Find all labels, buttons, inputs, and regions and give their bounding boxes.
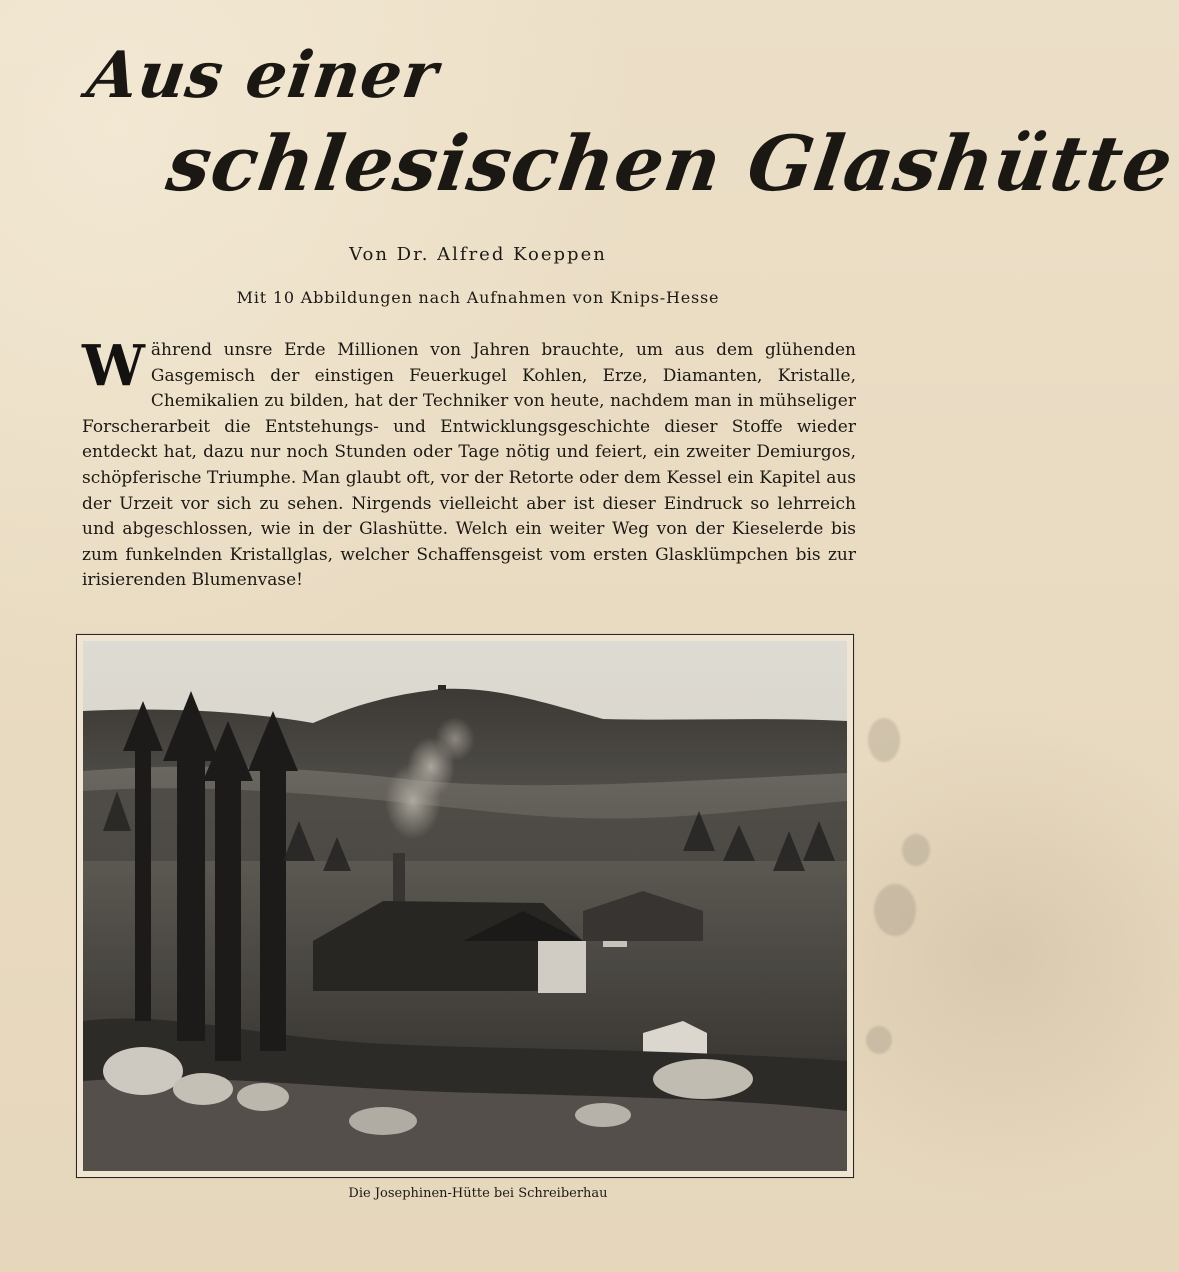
landscape-photo-illustration	[83, 641, 847, 1171]
photo-caption: Die Josephinen-Hütte bei Schreiberhau	[348, 1186, 608, 1201]
article-title-line-2: schlesischen Glashütte	[161, 119, 1179, 208]
photo-credit: Mit 10 Abbildungen nach Aufnahmen von Knips-Hesse	[236, 288, 720, 307]
article-title-line-1: Aus einer	[82, 38, 443, 113]
article-body	[82, 333, 856, 594]
drop-cap: W	[82, 333, 145, 399]
paper-stain	[868, 718, 900, 762]
photo-frame	[76, 634, 854, 1178]
article-body-text: ährend unsre Erde Millionen von Jahren brauchte, um aus dem glühenden Gasgemisch der einstigen Feuerkugel Kohlen, Erze, Diamanten, Kristalle, Chemikalien zu bilden, hat der Techniker von heute, nachdem man in mühseliger Forscherarbeit die Entstehungs- und Entwicklungsgeschichte dieser Stoffe wieder entdeckt hat, dazu nur noch Stunden oder Tage nötig und feiert, ein zweiter Demiurgos, schöpferische Triumphe. Man glaubt oft, vor der Retorte oder dem Kessel ein Kapitel aus der Urzeit vor sich zu sehen. Nirgends vielleicht aber ist dieser Eindruck so lehrreich und abgeschlossen, wie in der Glashütte. Welch ein weiter Weg von der Kieselerde bis zum funkelnden Kristallglas, welcher Schaffensgeist vom ersten Glasklümpchen bis zur irisierenden Blumenvase!	[82, 340, 856, 591]
paper-stain	[866, 1026, 892, 1054]
glassworks-photo	[83, 641, 847, 1171]
paper-stain	[874, 884, 916, 936]
paper-stain	[902, 834, 930, 866]
author-byline: Von Dr. Alfred Koeppen	[349, 244, 607, 265]
